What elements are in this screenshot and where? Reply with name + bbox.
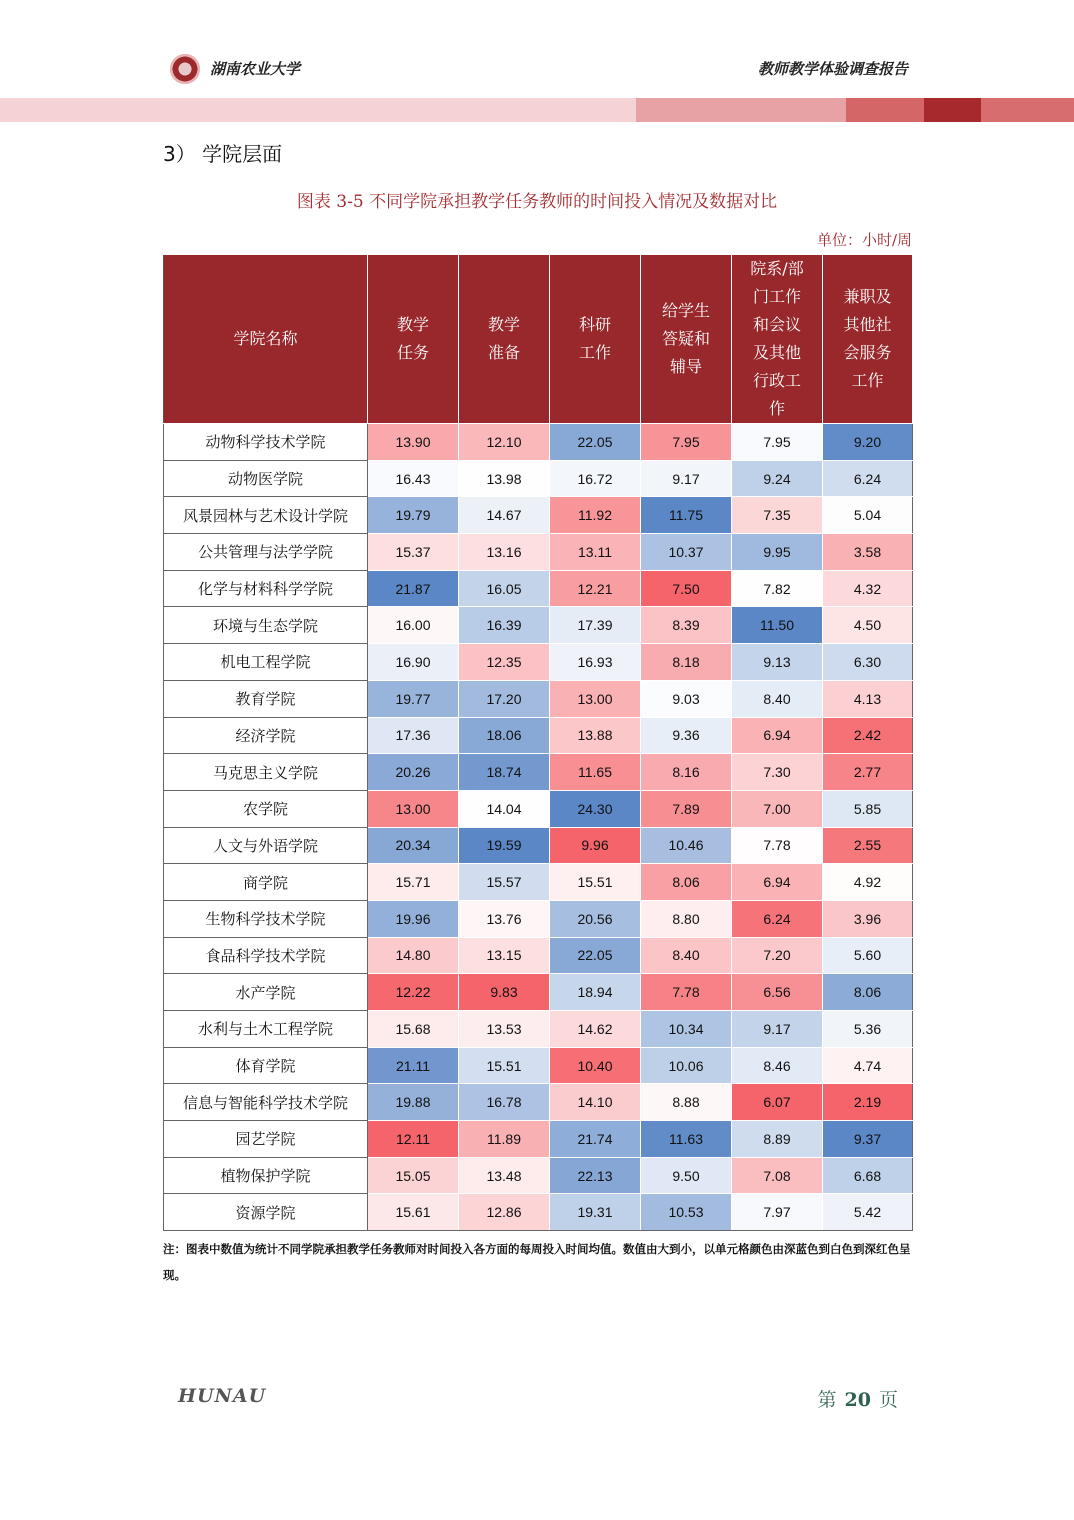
- report-title: 教师教学体验调查报告: [757, 60, 908, 78]
- value-cell: 11.50: [732, 607, 823, 644]
- college-name-cell: 动物科学技术学院: [164, 424, 368, 461]
- value-cell: 15.37: [368, 534, 459, 571]
- value-cell: 20.34: [368, 827, 459, 864]
- value-cell: 12.22: [368, 974, 459, 1011]
- table-row: [164, 460, 913, 497]
- value-cell: 6.30: [823, 644, 913, 681]
- table-note: 注：图表中数值为统计不同学院承担教学任务教师对时间投入各方面的每周投入时间均值。数值由大到小，以单元格颜色由深蓝色到白色到深红色呈现。: [163, 1242, 911, 1282]
- value-cell: 9.17: [732, 1011, 823, 1048]
- value-cell: 11.89: [459, 1121, 550, 1158]
- value-cell: 9.03: [641, 680, 732, 717]
- value-cell: 22.05: [550, 937, 641, 974]
- value-cell: 8.39: [641, 607, 732, 644]
- table-row: [164, 1194, 913, 1231]
- value-cell: 6.24: [732, 900, 823, 937]
- value-cell: 14.10: [550, 1084, 641, 1121]
- value-cell: 14.67: [459, 497, 550, 534]
- value-cell: 10.37: [641, 534, 732, 571]
- college-name-cell: 教育学院: [164, 680, 368, 717]
- value-cell: 2.19: [823, 1084, 913, 1121]
- value-cell: 9.83: [459, 974, 550, 1011]
- value-cell: 7.97: [732, 1194, 823, 1231]
- value-cell: 9.13: [732, 644, 823, 681]
- value-cell: 4.13: [823, 680, 913, 717]
- value-cell: 17.36: [368, 717, 459, 754]
- college-name-cell: 水产学院: [164, 974, 368, 1011]
- table-header-row: [164, 255, 913, 424]
- value-cell: 4.92: [823, 864, 913, 901]
- value-cell: 11.92: [550, 497, 641, 534]
- college-name-cell: 食品科学技术学院: [164, 937, 368, 974]
- value-cell: 7.78: [641, 974, 732, 1011]
- value-cell: 19.77: [368, 680, 459, 717]
- value-cell: 7.08: [732, 1157, 823, 1194]
- value-cell: 12.11: [368, 1121, 459, 1158]
- value-cell: 14.62: [550, 1011, 641, 1048]
- header-band-5: [981, 98, 1074, 122]
- value-cell: 21.87: [368, 570, 459, 607]
- value-cell: 19.79: [368, 497, 459, 534]
- column-header: 学院名称: [164, 255, 368, 424]
- value-cell: 8.40: [732, 680, 823, 717]
- unit-label: 单位：小时/周: [816, 231, 912, 249]
- column-header: 教学 准备: [459, 255, 550, 424]
- table-row: [164, 497, 913, 534]
- value-cell: 21.11: [368, 1047, 459, 1084]
- college-name-cell: 化学与材料科学学院: [164, 570, 368, 607]
- value-cell: 7.20: [732, 937, 823, 974]
- value-cell: 13.98: [459, 460, 550, 497]
- value-cell: 7.78: [732, 827, 823, 864]
- value-cell: 16.05: [459, 570, 550, 607]
- table-row: [164, 680, 913, 717]
- value-cell: 9.37: [823, 1121, 913, 1158]
- value-cell: 8.46: [732, 1047, 823, 1084]
- table-row: [164, 570, 913, 607]
- college-name-cell: 园艺学院: [164, 1121, 368, 1158]
- column-header: 给学生 答疑和 辅导: [641, 255, 732, 424]
- value-cell: 22.13: [550, 1157, 641, 1194]
- value-cell: 18.74: [459, 754, 550, 791]
- college-name-cell: 植物保护学院: [164, 1157, 368, 1194]
- college-name-cell: 农学院: [164, 790, 368, 827]
- value-cell: 13.15: [459, 937, 550, 974]
- value-cell: 18.94: [550, 974, 641, 1011]
- value-cell: 11.65: [550, 754, 641, 791]
- value-cell: 6.56: [732, 974, 823, 1011]
- value-cell: 16.78: [459, 1084, 550, 1121]
- value-cell: 10.46: [641, 827, 732, 864]
- value-cell: 15.71: [368, 864, 459, 901]
- value-cell: 9.17: [641, 460, 732, 497]
- value-cell: 9.96: [550, 827, 641, 864]
- value-cell: 13.16: [459, 534, 550, 571]
- table-row: [164, 1157, 913, 1194]
- value-cell: 13.00: [368, 790, 459, 827]
- page-header: [0, 0, 1074, 130]
- column-header: 科研 工作: [550, 255, 641, 424]
- value-cell: 7.95: [732, 424, 823, 461]
- time-investment-table: [163, 254, 913, 1231]
- value-cell: 24.30: [550, 790, 641, 827]
- value-cell: 7.30: [732, 754, 823, 791]
- page-suffix: 页: [878, 1389, 898, 1411]
- value-cell: 19.31: [550, 1194, 641, 1231]
- value-cell: 6.68: [823, 1157, 913, 1194]
- value-cell: 8.88: [641, 1084, 732, 1121]
- value-cell: 2.77: [823, 754, 913, 791]
- header-band-1: [0, 98, 636, 122]
- value-cell: 5.42: [823, 1194, 913, 1231]
- table-row: [164, 607, 913, 644]
- college-name-cell: 动物医学院: [164, 460, 368, 497]
- college-name-cell: 马克思主义学院: [164, 754, 368, 791]
- value-cell: 15.05: [368, 1157, 459, 1194]
- value-cell: 15.51: [550, 864, 641, 901]
- column-header: 教学 任务: [368, 255, 459, 424]
- value-cell: 3.96: [823, 900, 913, 937]
- value-cell: 8.80: [641, 900, 732, 937]
- table-row: [164, 717, 913, 754]
- page-prefix: 第: [817, 1389, 837, 1411]
- value-cell: 10.06: [641, 1047, 732, 1084]
- college-name-cell: 经济学院: [164, 717, 368, 754]
- value-cell: 6.94: [732, 717, 823, 754]
- value-cell: 15.57: [459, 864, 550, 901]
- value-cell: 8.40: [641, 937, 732, 974]
- value-cell: 15.68: [368, 1011, 459, 1048]
- value-cell: 4.32: [823, 570, 913, 607]
- value-cell: 10.34: [641, 1011, 732, 1048]
- table-row: [164, 937, 913, 974]
- value-cell: 8.16: [641, 754, 732, 791]
- college-name-cell: 生物科学技术学院: [164, 900, 368, 937]
- value-cell: 9.20: [823, 424, 913, 461]
- value-cell: 11.75: [641, 497, 732, 534]
- college-name-cell: 人文与外语学院: [164, 827, 368, 864]
- table-row: [164, 1084, 913, 1121]
- section-title: 3） 学院层面: [163, 142, 283, 166]
- value-cell: 17.20: [459, 680, 550, 717]
- value-cell: 8.06: [823, 974, 913, 1011]
- header-band-4: [924, 98, 981, 122]
- table-row: [164, 1011, 913, 1048]
- value-cell: 5.85: [823, 790, 913, 827]
- value-cell: 15.61: [368, 1194, 459, 1231]
- value-cell: 13.88: [550, 717, 641, 754]
- value-cell: 4.74: [823, 1047, 913, 1084]
- value-cell: 12.86: [459, 1194, 550, 1231]
- college-name-cell: 公共管理与法学学院: [164, 534, 368, 571]
- value-cell: 18.06: [459, 717, 550, 754]
- value-cell: 5.60: [823, 937, 913, 974]
- college-name-cell: 机电工程学院: [164, 644, 368, 681]
- value-cell: 6.24: [823, 460, 913, 497]
- value-cell: 19.96: [368, 900, 459, 937]
- table-row: [164, 1047, 913, 1084]
- value-cell: 16.43: [368, 460, 459, 497]
- value-cell: 14.80: [368, 937, 459, 974]
- value-cell: 13.53: [459, 1011, 550, 1048]
- value-cell: 19.88: [368, 1084, 459, 1121]
- value-cell: 7.50: [641, 570, 732, 607]
- column-header: 院系/部 门工作 和会议 及其他 行政工 作: [732, 255, 823, 424]
- value-cell: 11.63: [641, 1121, 732, 1158]
- value-cell: 12.10: [459, 424, 550, 461]
- value-cell: 16.39: [459, 607, 550, 644]
- value-cell: 13.00: [550, 680, 641, 717]
- table-caption: 图表 3-5 不同学院承担教学任务教师的时间投入情况及数据对比: [296, 192, 778, 212]
- table-row: [164, 754, 913, 791]
- value-cell: 3.58: [823, 534, 913, 571]
- value-cell: 7.00: [732, 790, 823, 827]
- value-cell: 13.48: [459, 1157, 550, 1194]
- value-cell: 6.94: [732, 864, 823, 901]
- college-name-cell: 信息与智能科学技术学院: [164, 1084, 368, 1121]
- college-name-cell: 资源学院: [164, 1194, 368, 1231]
- page-number: [818, 1385, 898, 1412]
- value-cell: 7.82: [732, 570, 823, 607]
- university-logo-icon: [170, 54, 200, 84]
- value-cell: 8.06: [641, 864, 732, 901]
- value-cell: 20.26: [368, 754, 459, 791]
- table-row: [164, 790, 913, 827]
- value-cell: 16.93: [550, 644, 641, 681]
- value-cell: 7.89: [641, 790, 732, 827]
- value-cell: 12.21: [550, 570, 641, 607]
- value-cell: 19.59: [459, 827, 550, 864]
- value-cell: 8.89: [732, 1121, 823, 1158]
- college-name-cell: 风景园林与艺术设计学院: [164, 497, 368, 534]
- college-name-cell: 水利与土木工程学院: [164, 1011, 368, 1048]
- header-band-2: [636, 98, 846, 122]
- value-cell: 13.11: [550, 534, 641, 571]
- value-cell: 14.04: [459, 790, 550, 827]
- value-cell: 7.95: [641, 424, 732, 461]
- value-cell: 9.24: [732, 460, 823, 497]
- table-row: [164, 644, 913, 681]
- table-row: [164, 1121, 913, 1158]
- value-cell: 22.05: [550, 424, 641, 461]
- value-cell: 15.51: [459, 1047, 550, 1084]
- value-cell: 16.90: [368, 644, 459, 681]
- column-header: 兼职及 其他社 会服务 工作: [823, 255, 913, 424]
- college-name-cell: 体育学院: [164, 1047, 368, 1084]
- value-cell: 12.35: [459, 644, 550, 681]
- value-cell: 2.55: [823, 827, 913, 864]
- table-row: [164, 864, 913, 901]
- table-row: [164, 424, 913, 461]
- value-cell: 2.42: [823, 717, 913, 754]
- value-cell: 10.40: [550, 1047, 641, 1084]
- value-cell: 6.07: [732, 1084, 823, 1121]
- table-row: [164, 827, 913, 864]
- value-cell: 21.74: [550, 1121, 641, 1158]
- value-cell: 17.39: [550, 607, 641, 644]
- page-number-value: 20: [844, 1389, 871, 1411]
- value-cell: 4.50: [823, 607, 913, 644]
- school-name: 湖南农业大学: [210, 60, 301, 78]
- value-cell: 7.35: [732, 497, 823, 534]
- footer-logo: HUNAU: [178, 1385, 267, 1407]
- value-cell: 16.00: [368, 607, 459, 644]
- table-row: [164, 534, 913, 571]
- value-cell: 9.50: [641, 1157, 732, 1194]
- value-cell: 16.72: [550, 460, 641, 497]
- value-cell: 20.56: [550, 900, 641, 937]
- value-cell: 13.90: [368, 424, 459, 461]
- value-cell: 8.18: [641, 644, 732, 681]
- header-band-3: [846, 98, 924, 122]
- value-cell: 13.76: [459, 900, 550, 937]
- table-body: [164, 424, 913, 1231]
- value-cell: 5.04: [823, 497, 913, 534]
- college-name-cell: 环境与生态学院: [164, 607, 368, 644]
- table-row: [164, 974, 913, 1011]
- value-cell: 9.36: [641, 717, 732, 754]
- table-row: [164, 900, 913, 937]
- college-name-cell: 商学院: [164, 864, 368, 901]
- value-cell: 10.53: [641, 1194, 732, 1231]
- value-cell: 5.36: [823, 1011, 913, 1048]
- value-cell: 9.95: [732, 534, 823, 571]
